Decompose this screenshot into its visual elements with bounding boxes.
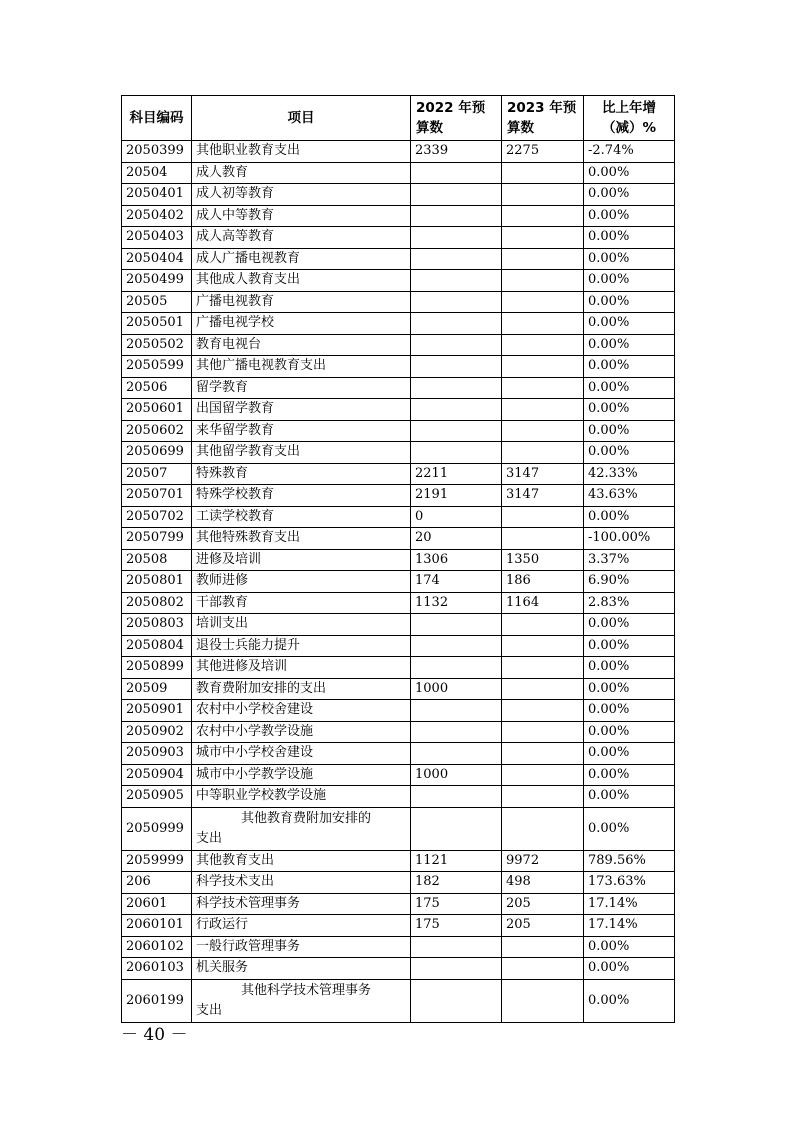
cell-item: 科学技术管理事务 [192,893,411,915]
table-row [122,528,675,550]
cell-item: 其他职业教育支出 [192,141,411,163]
cell-code: 2050799 [122,528,192,550]
cell-change-percent: 0.00% [584,270,675,292]
cell-change-percent: 0.00% [584,614,675,636]
cell-y2022-budget [411,313,502,335]
cell-code: 2050802 [122,592,192,614]
cell-item: 其他留学教育支出 [192,442,411,464]
cell-y2022-budget [411,420,502,442]
cell-y2023-budget: 186 [502,571,584,593]
cell-code: 2050902 [122,721,192,743]
cell-code: 2050404 [122,248,192,270]
cell-y2023-budget [502,270,584,292]
cell-y2023-budget [502,528,584,550]
cell-change-percent: 0.00% [584,807,675,850]
cell-change-percent: 0.00% [584,743,675,765]
cell-change-percent: 0.00% [584,399,675,421]
cell-y2022-budget: 1132 [411,592,502,614]
cell-y2022-budget [411,700,502,722]
cell-y2023-budget [502,979,584,1022]
cell-item: 教育电视台 [192,334,411,356]
cell-item: 成人初等教育 [192,184,411,206]
table-row [122,678,675,700]
cell-change-percent: 0.00% [584,678,675,700]
cell-item: 广播电视教育 [192,291,411,313]
table-row [122,764,675,786]
cell-item: 科学技术支出 [192,872,411,894]
page-number: － 40 － [121,1025,188,1045]
cell-change-percent: 0.00% [584,442,675,464]
cell-code: 2050999 [122,807,192,850]
table-row [122,270,675,292]
cell-item: 其他广播电视教育支出 [192,356,411,378]
cell-y2022-budget [411,334,502,356]
cell-code: 2050699 [122,442,192,464]
cell-y2022-budget: 1000 [411,678,502,700]
table-row [122,571,675,593]
cell-y2023-budget [502,205,584,227]
cell-y2022-budget [411,291,502,313]
item-name-line-2: 支出 [196,830,223,846]
cell-change-percent: 0.00% [584,635,675,657]
table-row [122,657,675,679]
cell-change-percent: 42.33% [584,463,675,485]
cell-y2023-budget [502,936,584,958]
cell-y2022-budget: 182 [411,872,502,894]
table-row [122,700,675,722]
cell-y2023-budget: 1164 [502,592,584,614]
cell-y2022-budget [411,184,502,206]
cell-item: 教育费附加安排的支出 [192,678,411,700]
cell-item: 一般行政管理事务 [192,936,411,958]
cell-y2022-budget: 1121 [411,850,502,872]
cell-item: 广播电视学校 [192,313,411,335]
cell-code: 2050801 [122,571,192,593]
cell-y2023-budget [502,807,584,850]
cell-code: 20505 [122,291,192,313]
cell-code: 2050601 [122,399,192,421]
cell-item: 成人高等教育 [192,227,411,249]
cell-y2023-budget: 3147 [502,485,584,507]
cell-y2023-budget [502,635,584,657]
cell-item: 干部教育 [192,592,411,614]
cell-y2023-budget: 205 [502,893,584,915]
cell-y2022-budget: 0 [411,506,502,528]
cell-item: 特殊教育 [192,463,411,485]
cell-change-percent: 0.00% [584,979,675,1022]
cell-y2022-budget: 174 [411,571,502,593]
cell-y2022-budget: 2191 [411,485,502,507]
cell-y2023-budget [502,721,584,743]
cell-y2022-budget [411,270,502,292]
cell-change-percent: 789.56% [584,850,675,872]
table-row [122,592,675,614]
cell-code: 2050804 [122,635,192,657]
cell-change-percent: 3.37% [584,549,675,571]
table-row [122,442,675,464]
table-row [122,850,675,872]
cell-item: 成人中等教育 [192,205,411,227]
cell-code: 2050803 [122,614,192,636]
cell-y2022-budget: 175 [411,915,502,937]
cell-change-percent: 0.00% [584,786,675,808]
item-name-line-1: 其他教育费附加安排的 [241,810,372,826]
cell-code: 20506 [122,377,192,399]
header-row [122,96,675,141]
cell-y2022-budget: 2211 [411,463,502,485]
table-row [122,506,675,528]
table-row [122,549,675,571]
cell-y2023-budget: 2275 [502,141,584,163]
cell-change-percent: 0.00% [584,958,675,980]
cell-y2023-budget [502,506,584,528]
cell-item: 来华留学教育 [192,420,411,442]
cell-y2022-budget [411,635,502,657]
cell-change-percent: 0.00% [584,721,675,743]
cell-y2022-budget [411,721,502,743]
cell-change-percent: 0.00% [584,313,675,335]
table-row [122,958,675,980]
cell-y2023-budget [502,657,584,679]
cell-y2022-budget [411,442,502,464]
cell-code: 2050903 [122,743,192,765]
cell-code: 20601 [122,893,192,915]
table-row [122,334,675,356]
cell-y2022-budget [411,248,502,270]
cell-y2023-budget [502,291,584,313]
cell-y2023-budget [502,356,584,378]
cell-y2022-budget [411,162,502,184]
table-row [122,162,675,184]
cell-code: 2050401 [122,184,192,206]
cell-change-percent: 0.00% [584,248,675,270]
cell-change-percent: 0.00% [584,162,675,184]
cell-code: 20508 [122,549,192,571]
cell-change-percent: 0.00% [584,377,675,399]
cell-code: 2060101 [122,915,192,937]
cell-y2022-budget: 1306 [411,549,502,571]
cell-code: 2050403 [122,227,192,249]
table-row [122,248,675,270]
cell-y2023-budget: 9972 [502,850,584,872]
cell-change-percent: 0.00% [584,420,675,442]
cell-y2022-budget [411,786,502,808]
cell-code: 2050904 [122,764,192,786]
cell-change-percent: 0.00% [584,700,675,722]
table-row [122,936,675,958]
cell-y2023-budget: 3147 [502,463,584,485]
cell-y2022-budget [411,205,502,227]
cell-y2022-budget: 175 [411,893,502,915]
cell-item: 出国留学教育 [192,399,411,421]
cell-y2023-budget [502,958,584,980]
cell-item: 留学教育 [192,377,411,399]
cell-item: 其他进修及培训 [192,657,411,679]
cell-change-percent: 17.14% [584,915,675,937]
cell-change-percent: 0.00% [584,356,675,378]
cell-item: 成人广播电视教育 [192,248,411,270]
cell-item: 退役士兵能力提升 [192,635,411,657]
cell-change-percent: 0.00% [584,506,675,528]
cell-code: 2060103 [122,958,192,980]
cell-code: 2050899 [122,657,192,679]
cell-y2023-budget: 205 [502,915,584,937]
cell-y2022-budget [411,614,502,636]
cell-y2022-budget: 1000 [411,764,502,786]
cell-code: 2050599 [122,356,192,378]
table-row [122,313,675,335]
cell-code: 2050905 [122,786,192,808]
cell-y2022-budget [411,377,502,399]
header-change-percent: 比上年增（减）% [584,96,675,141]
cell-y2023-budget [502,248,584,270]
cell-code: 2050399 [122,141,192,163]
cell-code: 2050499 [122,270,192,292]
cell-change-percent: 0.00% [584,184,675,206]
cell-code: 2060199 [122,979,192,1022]
table-row [122,893,675,915]
cell-item: 城市中小学教学设施 [192,764,411,786]
cell-y2023-budget [502,614,584,636]
cell-code: 2060102 [122,936,192,958]
table-row [122,141,675,163]
cell-change-percent: 0.00% [584,227,675,249]
cell-y2022-budget: 2339 [411,141,502,163]
cell-y2023-budget [502,678,584,700]
cell-item: 教师进修 [192,571,411,593]
table-row [122,979,675,1022]
cell-y2023-budget [502,162,584,184]
header-item: 项目 [192,96,411,141]
cell-code: 2050402 [122,205,192,227]
cell-item: 其他教育支出 [192,850,411,872]
table-row [122,614,675,636]
cell-item: 中等职业学校教学设施 [192,786,411,808]
cell-item [192,807,411,850]
cell-code: 2050602 [122,420,192,442]
cell-item: 成人教育 [192,162,411,184]
cell-y2023-budget [502,700,584,722]
cell-code: 2050901 [122,700,192,722]
cell-change-percent: 2.83% [584,592,675,614]
cell-code: 2050501 [122,313,192,335]
cell-y2023-budget [502,743,584,765]
cell-item [192,979,411,1022]
cell-item: 农村中小学校舍建设 [192,700,411,722]
cell-code: 2059999 [122,850,192,872]
cell-y2023-budget: 1350 [502,549,584,571]
cell-y2023-budget [502,399,584,421]
cell-y2022-budget [411,936,502,958]
cell-item: 行政运行 [192,915,411,937]
table-row [122,635,675,657]
table-row [122,915,675,937]
table-row [122,205,675,227]
cell-item: 农村中小学教学设施 [192,721,411,743]
cell-item: 其他成人教育支出 [192,270,411,292]
cell-change-percent: 6.90% [584,571,675,593]
cell-y2022-budget [411,807,502,850]
cell-code: 20509 [122,678,192,700]
table-row [122,184,675,206]
header-2023-budget: 2023 年预算数 [502,96,584,141]
cell-code: 2050502 [122,334,192,356]
budget-table [121,95,675,1023]
cell-y2023-budget [502,377,584,399]
cell-item: 其他特殊教育支出 [192,528,411,550]
cell-item: 城市中小学校舍建设 [192,743,411,765]
table-row [122,743,675,765]
table-header [122,96,675,141]
header-code: 科目编码 [122,96,192,141]
cell-item: 机关服务 [192,958,411,980]
cell-change-percent: 0.00% [584,936,675,958]
cell-y2022-budget [411,657,502,679]
cell-y2022-budget [411,743,502,765]
cell-y2023-budget [502,420,584,442]
cell-y2023-budget [502,227,584,249]
table-row [122,399,675,421]
cell-change-percent: -2.74% [584,141,675,163]
cell-y2022-budget [411,958,502,980]
cell-y2023-budget [502,786,584,808]
table-row [122,807,675,850]
table-row [122,377,675,399]
cell-y2022-budget [411,399,502,421]
table-row [122,227,675,249]
header-2022-budget: 2022 年预算数 [411,96,502,141]
cell-change-percent: 0.00% [584,205,675,227]
item-name-line-1: 其他科学技术管理事务 [241,982,372,998]
cell-y2022-budget: 20 [411,528,502,550]
cell-item: 工读学校教育 [192,506,411,528]
table-row [122,786,675,808]
cell-y2023-budget: 498 [502,872,584,894]
table-row [122,721,675,743]
cell-item: 培训支出 [192,614,411,636]
cell-y2023-budget [502,334,584,356]
cell-y2022-budget [411,227,502,249]
cell-change-percent: -100.00% [584,528,675,550]
cell-change-percent: 0.00% [584,291,675,313]
cell-code: 2050702 [122,506,192,528]
table-row [122,485,675,507]
table-row [122,463,675,485]
cell-y2022-budget [411,979,502,1022]
cell-code: 2050701 [122,485,192,507]
cell-y2022-budget [411,356,502,378]
cell-item: 进修及培训 [192,549,411,571]
table-body [122,141,675,1023]
cell-code: 20507 [122,463,192,485]
cell-y2023-budget [502,313,584,335]
cell-y2023-budget [502,184,584,206]
table-row [122,872,675,894]
cell-code: 20504 [122,162,192,184]
item-name-line-2: 支出 [196,1002,223,1018]
cell-change-percent: 43.63% [584,485,675,507]
cell-code: 206 [122,872,192,894]
cell-change-percent: 0.00% [584,657,675,679]
table-row [122,420,675,442]
cell-change-percent: 0.00% [584,764,675,786]
cell-change-percent: 173.63% [584,872,675,894]
table-row [122,356,675,378]
cell-item: 特殊学校教育 [192,485,411,507]
table-row [122,291,675,313]
cell-y2023-budget [502,764,584,786]
cell-change-percent: 0.00% [584,334,675,356]
cell-y2023-budget [502,442,584,464]
cell-change-percent: 17.14% [584,893,675,915]
